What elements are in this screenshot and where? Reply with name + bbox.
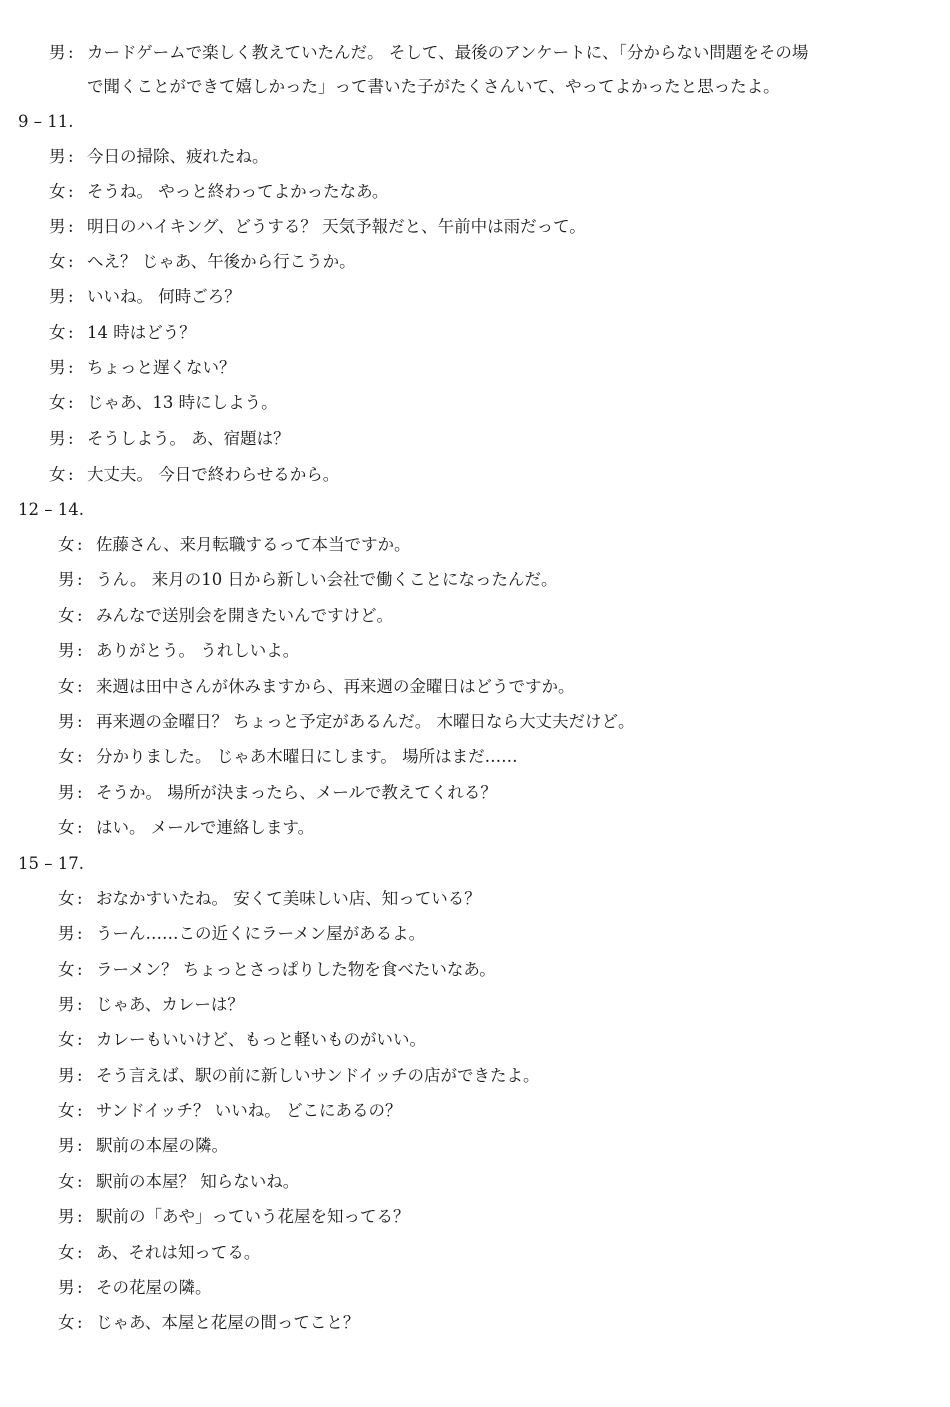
speaker-label: 男 [49,217,66,236]
dialogue-line: 来週は田中さんが休みますから、再来週の金曜日はどうですか。 [96,677,575,696]
dialogue-line: はい。 メールで連絡します。 [96,818,315,837]
dialogue-line: そうか。 場所が決まったら、メールで教えてくれる？ [96,783,497,802]
dialogue-line: 佐藤さん、来月転職するって本当ですか。 [96,535,411,554]
speaker-label: 女 [58,1101,75,1120]
dialogue-line: その花屋の隣。 [96,1278,212,1297]
speaker-colon: : [68,182,74,201]
speaker-label: 女 [58,677,75,696]
speaker-label: 男 [49,429,66,448]
dialogue-line: じゃあ、本屋と花屋の間ってこと？ [96,1313,360,1332]
dialogue-line: サンドイッチ？ いいね。 どこにあるの？ [96,1101,402,1120]
speaker-colon: : [77,1136,83,1155]
dialogue-line: いいね。 何時ごろ？ [87,287,241,306]
speaker-colon: : [77,1243,83,1262]
dialogue-line: へえ？ じゃあ、午後から行こうか。 [87,252,356,271]
speaker-colon: : [77,783,83,802]
speaker-label: 男 [49,147,66,166]
speaker-colon: : [77,1172,83,1191]
speaker-colon: : [68,393,74,412]
dialogue-line: じゃあ、カレーは？ [96,995,244,1014]
speaker-label: 女 [58,818,75,837]
speaker-colon: : [77,1313,83,1332]
speaker-colon: : [77,1030,83,1049]
speaker-label: 女 [58,960,75,979]
speaker-label: 男 [58,641,75,660]
speaker-colon: : [77,677,83,696]
speaker-label: 女 [58,1172,75,1191]
speaker-colon: : [68,465,74,484]
speaker-label: 男 [58,924,75,943]
speaker-colon: : [77,1278,83,1297]
speaker-colon: : [77,1066,83,1085]
speaker-label: 男 [58,570,75,589]
speaker-label: 女 [49,465,66,484]
speaker-colon: : [77,1101,83,1120]
speaker-colon: : [77,924,83,943]
speaker-label: 男 [58,712,75,731]
dialogue-line: 駅前の本屋の隣。 [96,1136,228,1155]
dialogue-line: 14 時はどう？ [87,323,196,342]
dialogue-line: 駅前の「あや」っていう花屋を知ってる？ [96,1207,410,1226]
speaker-colon: : [77,641,83,660]
speaker-colon: : [77,995,83,1014]
speaker-label: 男 [58,783,75,802]
speaker-label: 男 [49,43,66,62]
dialogue-line: みんなで送別会を開きたいんですけど。 [96,606,393,625]
speaker-label: 女 [49,323,66,342]
dialogue-line: 駅前の本屋？ 知らないね。 [96,1172,300,1191]
speaker-colon: : [77,960,83,979]
dialogue-line: おなかすいたね。 安くて美味しい店、知っている？ [96,889,481,908]
dialogue-line: じゃあ、13 時にしよう。 [87,393,278,412]
speaker-colon: : [77,818,83,837]
speaker-label: 女 [58,535,75,554]
dialogue-line: そう言えば、駅の前に新しいサンドイッチの店ができたよ。 [96,1066,540,1085]
speaker-label: 女 [58,1243,75,1262]
speaker-colon: : [68,358,74,377]
dialogue-line: うーん……この近くにラーメン屋があるよ。 [96,924,426,943]
speaker-label: 男 [49,287,66,306]
dialogue-line: カレーもいいけど、もっと軽いものがいい。 [96,1030,426,1049]
speaker-label: 女 [49,252,66,271]
speaker-label: 女 [58,606,75,625]
dialogue-line: 大丈夫。 今日で終わらせるから。 [87,465,340,484]
dialogue-line: カードゲームで楽しく教えていたんだ。 そして、最後のアンケートに、「分からない問題をその場 [87,43,809,62]
question-number: 9 – 11. [18,112,74,131]
question-number: 12 – 14. [18,500,84,519]
dialogue-line: 再来週の金曜日？ ちょっと予定があるんだ。 木曜日なら大丈夫だけど。 [96,712,635,731]
speaker-label: 男 [58,1066,75,1085]
speaker-colon: : [77,535,83,554]
speaker-colon: : [77,747,83,766]
speaker-colon: : [68,323,74,342]
speaker-label: 男 [58,995,75,1014]
speaker-colon: : [68,43,74,62]
dialogue-line: あ、それは知ってる。 [96,1243,261,1262]
speaker-colon: : [68,429,74,448]
dialogue-line: ちょっと遅くない？ [87,358,236,377]
dialogue-line: そうね。 やっと終わってよかったなあ。 [87,182,389,201]
dialogue-line: 明日のハイキング、どうする？ 天気予報だと、午前中は雨だって。 [87,217,586,236]
speaker-colon: : [77,570,83,589]
question-number: 15 – 17. [18,854,84,873]
dialogue-line: そうしよう。 あ、宿題は？ [87,429,290,448]
speaker-label: 女 [58,889,75,908]
speaker-label: 女 [49,393,66,412]
speaker-colon: : [77,889,83,908]
speaker-label: 男 [58,1136,75,1155]
speaker-label: 男 [49,358,66,377]
speaker-label: 男 [58,1278,75,1297]
speaker-label: 女 [58,747,75,766]
dialogue-line: うん。 来月の10 日から新しい会社で働くことになったんだ。 [96,570,558,589]
speaker-label: 女 [58,1313,75,1332]
speaker-label: 男 [58,1207,75,1226]
dialogue-line: ありがとう。 うれしいよ。 [96,641,300,660]
speaker-label: 女 [58,1030,75,1049]
speaker-label: 女 [49,182,66,201]
speaker-colon: : [77,712,83,731]
speaker-colon: : [68,147,74,166]
dialogue-line: 分かりました。 じゃあ木曜日にします。 場所はまだ…… [96,747,518,766]
speaker-colon: : [68,287,74,306]
dialogue-continuation: で聞くことができて嬉しかった」って書いた子がたくさんいて、やってよかったと思ったよ。 [87,77,780,96]
dialogue-line: 今日の掃除、疲れたね。 [87,147,269,166]
speaker-colon: : [77,1207,83,1226]
speaker-colon: : [77,606,83,625]
speaker-colon: : [68,252,74,271]
dialogue-line: ラーメン？ ちょっとさっぱりした物を食べたいなあ。 [96,960,496,979]
speaker-colon: : [68,217,74,236]
